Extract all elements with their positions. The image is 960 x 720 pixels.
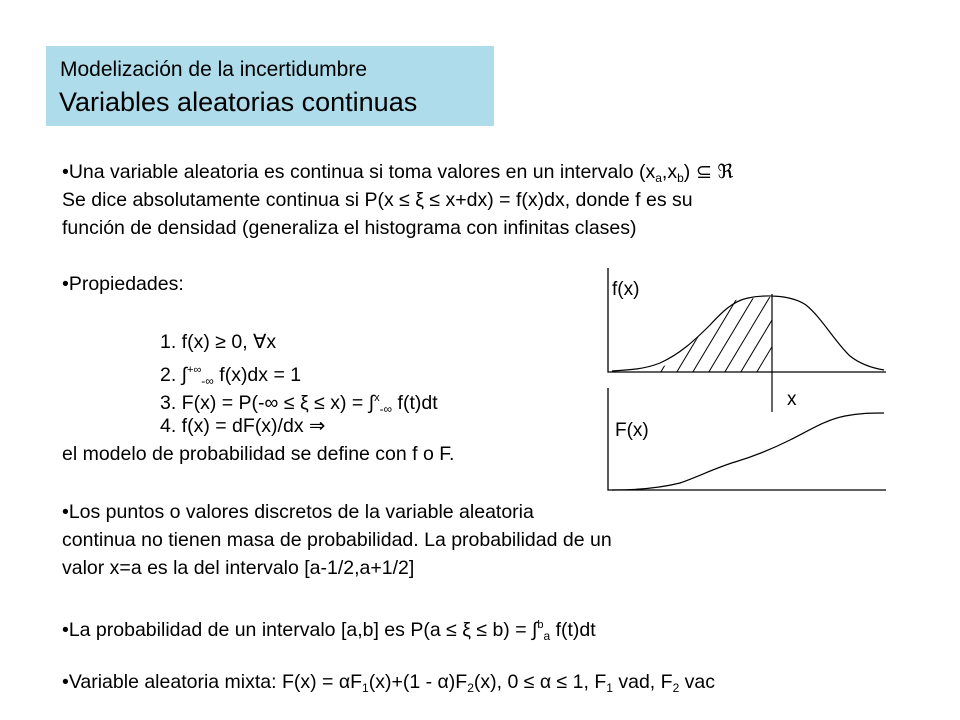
property-2: 2. $\int^{+\infty}_{-\infty}$ f(x)dx = 1 [160,364,302,388]
paragraph-discrete-line3: valor x=a es la del intervalo [a-1/2,a+1/2] [62,557,415,579]
density-axis-label: f(x) [612,279,640,300]
cdf-axis-label: F(x) [615,420,649,441]
properties-conclusion: el modelo de probabilidad se define con f o F. [62,443,455,465]
slide-title: Variables aleatorias continuas [59,87,418,117]
cdf-axes [608,388,886,490]
property-1: 1. f(x) ≥ 0, ∀x [160,331,277,353]
shaded-area-hatch [640,280,812,380]
paragraph-continuous-line2: Se dice absolutamente continua si P(x ≤ ξ ≤ x+dx) = f(x)dx, donde f es su [62,189,693,211]
paragraph-interval: •La probabilidad de un intervalo [a,b] es P(a ≤ ξ ≤ b) = ∫$^b_a$ f(t)dt [62,619,596,643]
paragraph-discrete-line2: continua no tienen masa de probabilidad. La probabilidad de un [62,529,612,551]
density-axes [608,268,886,372]
property-3: 3. F(x) = P(-∞ ≤ ξ ≤ x) = ∫$^x_{-\infty}$ f(t)dt [160,392,438,416]
paragraph-continuous-line3: función de densidad (generaliza el histograma con infinitas clases) [62,217,637,239]
paragraph-continuous-line1: •Una variable aleatoria es continua si toma valores en un intervalo $(x_a,x_b)$ ⊆ ℜ [62,161,734,185]
paragraph-discrete-line1: •Los puntos o valores discretos de la variable aleatoria [62,501,534,523]
cdf-curve [612,413,884,490]
property-4: 4. f(x) = dF(x)/dx ⇒ [160,415,326,437]
paragraph-mixed: •Variable aleatoria mixta: $F(x) = \alpha F_1(x)+(1 - \alpha)F_2(x)$, 0 ≤ α ≤ 1, $F_1$ vad, $F_2$ vac [62,671,716,695]
x-marker-label: x [787,389,797,410]
properties-heading: •Propiedades: [62,273,184,295]
slide-subtitle: Modelización de la incertidumbre [60,58,367,81]
